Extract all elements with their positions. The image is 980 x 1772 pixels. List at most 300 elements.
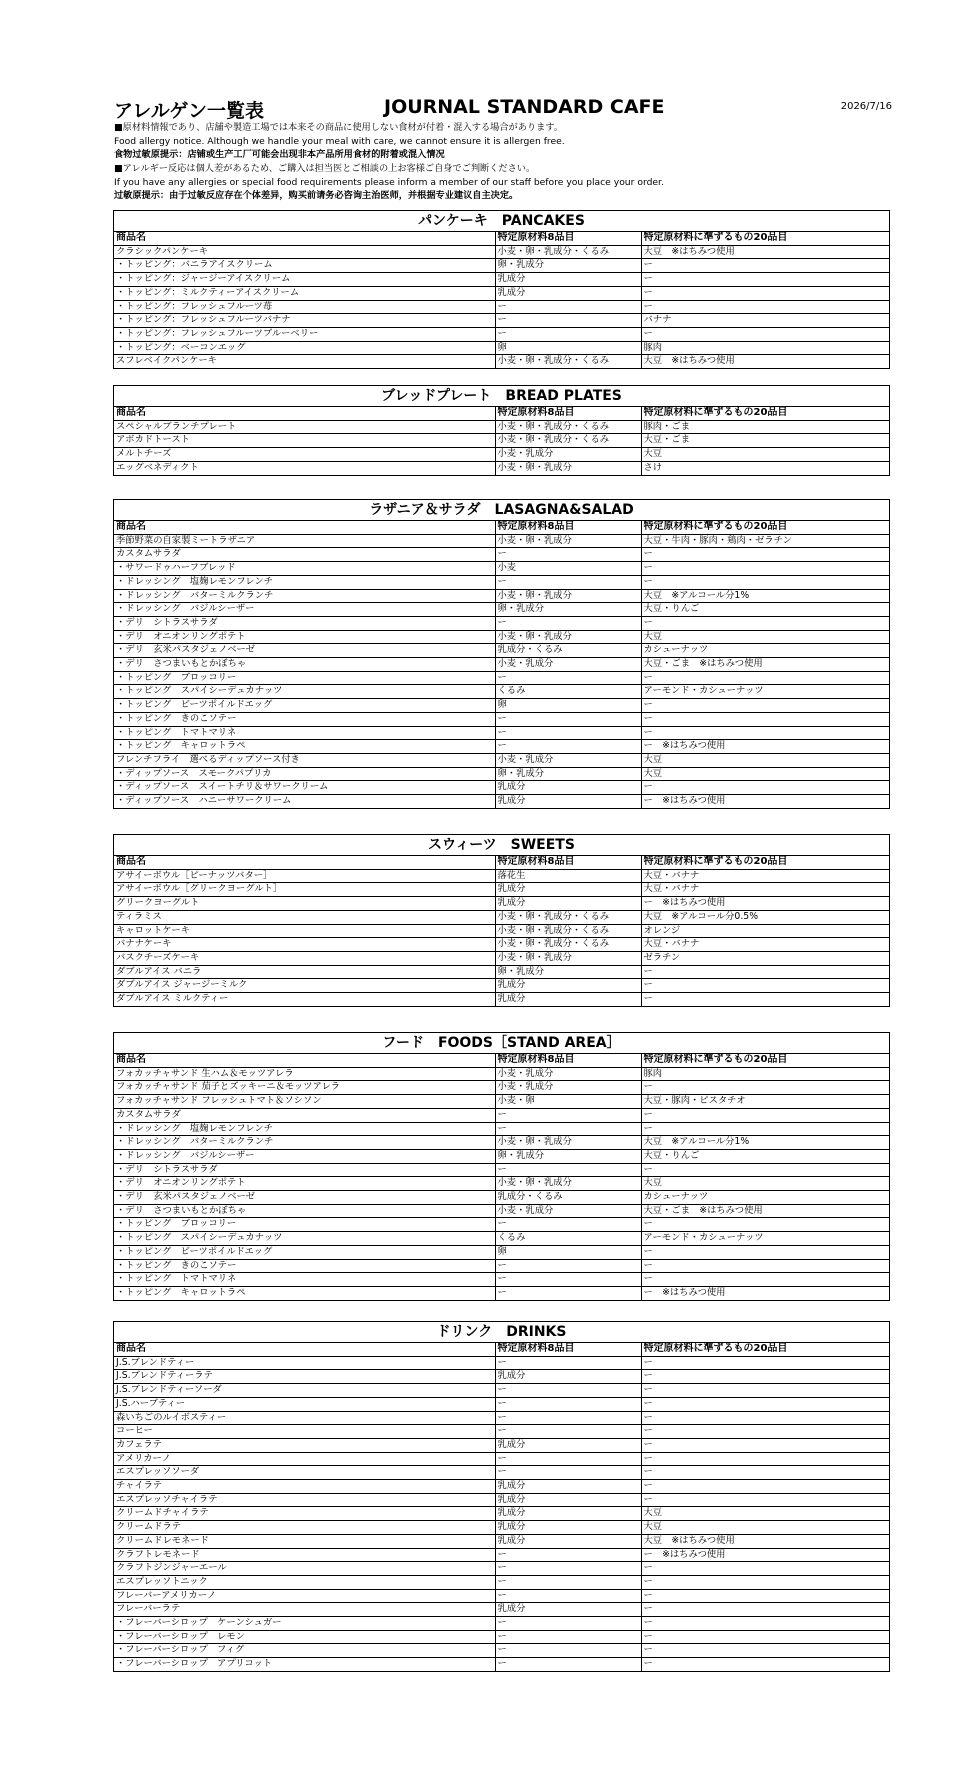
item-name-cell: ・トッピング トマトマリネ <box>114 1273 495 1287</box>
column-header: 特定原材料に準ずるもの20品目 <box>641 1054 889 1067</box>
minor-allergen-cell: ー <box>641 1630 889 1644</box>
item-name-cell: J.S.ブレンドティーソーダ <box>114 1384 495 1398</box>
item-name-cell: ・トッピング：ミルクティーアイスクリーム <box>114 286 495 300</box>
item-name-cell: コーヒー <box>114 1425 495 1439</box>
minor-allergen-cell: 大豆・ごま ※はちみつ使用 <box>641 658 889 672</box>
table-row <box>114 685 889 699</box>
item-name-cell: クリームドチャイラテ <box>114 1507 495 1521</box>
notice-line: If you have any allergies or special food requirements please inform a member of our staff before you place your order. <box>114 176 664 188</box>
major-allergen-cell: ー <box>495 1589 641 1603</box>
major-allergen-cell: 小麦・卵 <box>495 1095 641 1109</box>
item-name-cell: カスタムサラダ <box>114 548 495 562</box>
item-name-cell: ・トッピング：ジャージーアイスクリーム <box>114 273 495 287</box>
table-row <box>114 1521 889 1535</box>
major-allergen-cell: ー <box>495 1286 641 1299</box>
minor-allergen-cell: ー <box>641 1493 889 1507</box>
notice-line: Food allergy notice. Although we handle your meal with care, we cannot ensure it is allergen free. <box>114 135 565 147</box>
table-row <box>114 1480 889 1494</box>
item-name-cell: フレンチフライ 選べるディップソース付き <box>114 753 495 767</box>
minor-allergen-cell: ー <box>641 965 889 979</box>
item-name-cell: アサイーボウル［グリークヨーグルト］ <box>114 883 495 897</box>
minor-allergen-cell: ー <box>641 1425 889 1439</box>
item-name-cell: ・トッピング スパイシーデュカナッツ <box>114 1232 495 1246</box>
table-row <box>114 1493 889 1507</box>
minor-allergen-cell: ー <box>641 1356 889 1370</box>
item-name-cell: アボカドトースト <box>114 434 495 448</box>
column-header: 特定原材料8品目 <box>495 1343 641 1356</box>
major-allergen-cell: ー <box>495 1273 641 1287</box>
table-row <box>114 1575 889 1589</box>
column-header: 特定原材料8品目 <box>495 232 641 245</box>
major-allergen-cell: 乳成分 <box>495 1370 641 1384</box>
allergen-section <box>113 1032 890 1301</box>
item-name-cell: ・トッピング ビーツポイルドエッグ <box>114 1245 495 1259</box>
minor-allergen-cell: ー <box>641 699 889 713</box>
section-title: ブレッドプレート BREAD PLATES <box>114 386 889 407</box>
item-name-cell: ・トッピング トマトマリネ <box>114 726 495 740</box>
item-name-cell: ・デリ 玄米パスタジェノベーゼ <box>114 1191 495 1205</box>
table-row <box>114 1108 889 1122</box>
major-allergen-cell: ー <box>495 300 641 314</box>
table-row <box>114 699 889 713</box>
table-row <box>114 562 889 576</box>
brand-name: JOURNAL STANDARD CAFE <box>384 96 665 118</box>
minor-allergen-cell: ー <box>641 1384 889 1398</box>
item-name-cell: ・トッピング ブロッコリー <box>114 1218 495 1232</box>
minor-allergen-cell: ー <box>641 575 889 589</box>
item-name-cell: 森いちごのルイボスティー <box>114 1411 495 1425</box>
minor-allergen-cell: ー <box>641 1370 889 1384</box>
item-name-cell: エスプレッソトニック <box>114 1575 495 1589</box>
major-allergen-cell: 乳成分 <box>495 1480 641 1494</box>
table-row <box>114 300 889 314</box>
minor-allergen-cell: カシューナッツ <box>641 644 889 658</box>
major-allergen-cell: ー <box>495 1218 641 1232</box>
major-allergen-cell: くるみ <box>495 1232 641 1246</box>
item-name-cell: ・トッピング ブロッコリー <box>114 671 495 685</box>
major-allergen-cell: ー <box>495 1356 641 1370</box>
item-name-cell: ・デリ オニオンリングポテト <box>114 1177 495 1191</box>
minor-allergen-cell: 大豆・バナナ <box>641 883 889 897</box>
item-name-cell: 季節野菜の自家製ミートラザニア <box>114 534 495 548</box>
column-header: 特定原材料に準ずるもの20品目 <box>641 521 889 534</box>
allergen-table <box>114 1054 889 1300</box>
major-allergen-cell: 小麦・卵・乳成分 <box>495 630 641 644</box>
table-row <box>114 740 889 754</box>
table-row <box>114 630 889 644</box>
table-row <box>114 616 889 630</box>
major-allergen-cell: 小麦 <box>495 562 641 576</box>
table-row <box>114 1218 889 1232</box>
table-row <box>114 993 889 1006</box>
table-row <box>114 910 889 924</box>
table-row <box>114 1466 889 1480</box>
item-name-cell: キャロットケーキ <box>114 924 495 938</box>
table-row <box>114 1204 889 1218</box>
allergen-section <box>113 385 890 476</box>
item-name-cell: ・フレーバーシロップ ケーンシュガー <box>114 1617 495 1631</box>
minor-allergen-cell: 大豆・りんご <box>641 603 889 617</box>
item-name-cell: エスプレッソソーダ <box>114 1466 495 1480</box>
item-name-cell: ・ドレッシング バジルシーザー <box>114 603 495 617</box>
table-row <box>114 979 889 993</box>
column-header: 商品名 <box>114 521 495 534</box>
major-allergen-cell: 卵 <box>495 699 641 713</box>
major-allergen-cell: 小麦・乳成分 <box>495 658 641 672</box>
major-allergen-cell: 卵 <box>495 1245 641 1259</box>
major-allergen-cell: ー <box>495 1548 641 1562</box>
item-name-cell: ・フレーバーシロップ フィグ <box>114 1644 495 1658</box>
minor-allergen-cell: 大豆・りんご <box>641 1149 889 1163</box>
section-title: ドリンク DRINKS <box>114 1322 889 1343</box>
minor-allergen-cell: ー <box>641 1163 889 1177</box>
allergen-table <box>114 407 889 475</box>
minor-allergen-cell: さけ <box>641 461 889 474</box>
minor-allergen-cell: ー <box>641 726 889 740</box>
item-name-cell: J.S.ブレンドティーラテ <box>114 1370 495 1384</box>
table-row <box>114 589 889 603</box>
table-row <box>114 1658 889 1671</box>
table-row <box>114 658 889 672</box>
minor-allergen-cell: ー <box>641 1122 889 1136</box>
table-row <box>114 1245 889 1259</box>
item-name-cell: ・デリ シトラスサラダ <box>114 616 495 630</box>
table-header-row <box>114 856 889 869</box>
table-row <box>114 965 889 979</box>
major-allergen-cell: 小麦・卵・乳成分・くるみ <box>495 910 641 924</box>
table-row <box>114 273 889 287</box>
table-row <box>114 795 889 808</box>
minor-allergen-cell: ー <box>641 712 889 726</box>
table-row <box>114 753 889 767</box>
item-name-cell: ・トッピング スパイシーデュカナッツ <box>114 685 495 699</box>
minor-allergen-cell: ー <box>641 1589 889 1603</box>
item-name-cell: ・デリ さつまいもとかぼちゃ <box>114 1204 495 1218</box>
minor-allergen-cell: 大豆・バナナ <box>641 938 889 952</box>
major-allergen-cell: 小麦・卵・乳成分・くるみ <box>495 420 641 434</box>
minor-allergen-cell: ー <box>641 548 889 562</box>
major-allergen-cell: 卵・乳成分 <box>495 965 641 979</box>
major-allergen-cell: 小麦・卵・乳成分 <box>495 461 641 474</box>
major-allergen-cell: ー <box>495 1108 641 1122</box>
item-name-cell: ・デリ さつまいもとかぼちゃ <box>114 658 495 672</box>
table-row <box>114 575 889 589</box>
table-row <box>114 1507 889 1521</box>
minor-allergen-cell: ー ※はちみつ使用 <box>641 795 889 808</box>
table-row <box>114 448 889 462</box>
item-name-cell: ・トッピング：バニラアイスクリーム <box>114 259 495 273</box>
item-name-cell: ・デリ 玄米パスタジェノベーゼ <box>114 644 495 658</box>
item-name-cell: ・トッピング：フレッシュフルーツ苺 <box>114 300 495 314</box>
table-row <box>114 327 889 341</box>
major-allergen-cell: ー <box>495 671 641 685</box>
item-name-cell: ・デリ シトラスサラダ <box>114 1163 495 1177</box>
table-row <box>114 1232 889 1246</box>
minor-allergen-cell: ー <box>641 1452 889 1466</box>
table-header-row <box>114 407 889 420</box>
minor-allergen-cell: 豚肉 <box>641 341 889 355</box>
table-row <box>114 924 889 938</box>
minor-allergen-cell: 大豆・豚肉・ピスタチオ <box>641 1095 889 1109</box>
major-allergen-cell: ー <box>495 1384 641 1398</box>
table-row <box>114 767 889 781</box>
major-allergen-cell: 乳成分 <box>495 1534 641 1548</box>
item-name-cell: ・ドレッシング 塩麹レモンフレンチ <box>114 1122 495 1136</box>
notice-block <box>114 121 874 203</box>
column-header: 商品名 <box>114 232 495 245</box>
major-allergen-cell: 小麦・卵・乳成分 <box>495 534 641 548</box>
major-allergen-cell: ー <box>495 1452 641 1466</box>
minor-allergen-cell: 大豆 <box>641 448 889 462</box>
column-header: 特定原材料に準ずるもの20品目 <box>641 856 889 869</box>
minor-allergen-cell: ー <box>641 979 889 993</box>
major-allergen-cell: 小麦・乳成分 <box>495 753 641 767</box>
major-allergen-cell: ー <box>495 1658 641 1671</box>
major-allergen-cell: 卵・乳成分 <box>495 1149 641 1163</box>
minor-allergen-cell: ー ※はちみつ使用 <box>641 1286 889 1299</box>
minor-allergen-cell: 大豆 ※はちみつ使用 <box>641 355 889 368</box>
table-header-row <box>114 521 889 534</box>
table-row <box>114 883 889 897</box>
item-name-cell: エッグベネディクト <box>116 461 199 473</box>
major-allergen-cell: 小麦・卵・乳成分・くるみ <box>495 924 641 938</box>
minor-allergen-cell: ー <box>641 1259 889 1273</box>
minor-allergen-cell: 大豆 <box>641 767 889 781</box>
item-name-cell: J.S.ハーブティー <box>114 1397 495 1411</box>
minor-allergen-cell: 大豆・バナナ <box>641 869 889 883</box>
item-name-cell: ・トッピング きのこソテー <box>114 1259 495 1273</box>
minor-allergen-cell: 大豆・ごま <box>641 434 889 448</box>
item-name-cell: ・フレーバーシロップ レモン <box>114 1630 495 1644</box>
item-name-cell: カフェラテ <box>114 1438 495 1452</box>
table-row <box>114 1438 889 1452</box>
minor-allergen-cell: 大豆 <box>641 630 889 644</box>
major-allergen-cell: ー <box>495 616 641 630</box>
table-row <box>114 1630 889 1644</box>
table-row <box>114 1356 889 1370</box>
table-row <box>114 671 889 685</box>
major-allergen-cell: ー <box>495 1562 641 1576</box>
table-row <box>114 1562 889 1576</box>
column-header: 特定原材料8品目 <box>495 521 641 534</box>
table-row <box>114 1122 889 1136</box>
minor-allergen-cell: アーモンド・カシューナッツ <box>641 1232 889 1246</box>
item-name-cell: エスプレッソチャイラテ <box>114 1493 495 1507</box>
major-allergen-cell: ー <box>495 1163 641 1177</box>
document-title: アレルゲン一覧表 <box>114 100 265 122</box>
minor-allergen-cell: ー <box>641 671 889 685</box>
table-row <box>114 1149 889 1163</box>
minor-allergen-cell: ー ※はちみつ使用 <box>641 740 889 754</box>
item-name-cell: スフレベイクパンケーキ <box>116 355 217 367</box>
section-title: ラザニア＆サラダ LASAGNA&SALAD <box>114 500 889 521</box>
item-name-cell: メルトチーズ <box>114 448 495 462</box>
item-name-cell: フレーバーラテ <box>114 1603 495 1617</box>
table-row <box>114 245 889 259</box>
minor-allergen-cell: バナナ <box>641 314 889 328</box>
minor-allergen-cell: ー <box>641 562 889 576</box>
major-allergen-cell: ー <box>495 575 641 589</box>
major-allergen-cell: 小麦・卵・乳成分 <box>495 1136 641 1150</box>
allergen-table <box>114 856 889 1006</box>
table-row <box>114 1095 889 1109</box>
minor-allergen-cell: ー <box>641 1466 889 1480</box>
section-title: スウィーツ SWEETS <box>114 835 889 856</box>
major-allergen-cell: ー <box>495 314 641 328</box>
minor-allergen-cell: ー <box>641 1617 889 1631</box>
major-allergen-cell: 小麦・乳成分 <box>495 448 641 462</box>
section-title: フード FOODS［STAND AREA］ <box>114 1033 889 1054</box>
table-row <box>114 1603 889 1617</box>
major-allergen-cell: 卵 <box>495 341 641 355</box>
item-name-cell: ティラミス <box>114 910 495 924</box>
table-row <box>114 712 889 726</box>
minor-allergen-cell: ー <box>641 616 889 630</box>
minor-allergen-cell: 大豆・牛肉・豚肉・鶏肉・ゼラチン <box>641 534 889 548</box>
major-allergen-cell: ー <box>495 1425 641 1439</box>
minor-allergen-cell: ー <box>641 1562 889 1576</box>
column-header: 特定原材料に準ずるもの20品目 <box>641 232 889 245</box>
minor-allergen-cell: ー <box>641 1245 889 1259</box>
major-allergen-cell: 小麦・卵・乳成分 <box>495 951 641 965</box>
minor-allergen-cell: ー <box>641 1218 889 1232</box>
table-row <box>114 259 889 273</box>
major-allergen-cell: ー <box>495 740 641 754</box>
minor-allergen-cell: カシューナッツ <box>641 1191 889 1205</box>
table-row <box>114 1273 889 1287</box>
major-allergen-cell: 卵・乳成分 <box>495 259 641 273</box>
table-row <box>114 1452 889 1466</box>
major-allergen-cell: 乳成分・くるみ <box>495 644 641 658</box>
table-row <box>114 951 889 965</box>
table-row <box>114 534 889 548</box>
minor-allergen-cell: 大豆・ごま ※はちみつ使用 <box>641 1204 889 1218</box>
section-title: パンケーキ PANCAKES <box>114 211 889 232</box>
table-row <box>114 1384 889 1398</box>
column-header: 商品名 <box>114 1054 495 1067</box>
item-name-cell: フォカッチャサンド フレッシュトマト＆ソシソン <box>114 1095 495 1109</box>
table-row <box>114 1177 889 1191</box>
table-row <box>114 1425 889 1439</box>
major-allergen-cell: 乳成分 <box>495 993 641 1006</box>
column-header: 特定原材料に準ずるもの20品目 <box>641 407 889 420</box>
item-name-cell: クラフトジンジャーエール <box>114 1562 495 1576</box>
item-name-cell: ・フレーバーシロップ アプリコット <box>116 1658 273 1670</box>
minor-allergen-cell: ー <box>641 1438 889 1452</box>
major-allergen-cell: ー <box>495 1617 641 1631</box>
table-row <box>114 420 889 434</box>
minor-allergen-cell: 大豆 <box>641 1177 889 1191</box>
allergen-table <box>114 232 889 368</box>
table-row <box>114 286 889 300</box>
table-row <box>114 355 889 368</box>
table-row <box>114 548 889 562</box>
major-allergen-cell: ー <box>495 1466 641 1480</box>
table-row <box>114 1163 889 1177</box>
item-name-cell: アサイーボウル［ピーナッツバター］ <box>114 869 495 883</box>
major-allergen-cell: 乳成分 <box>495 1603 641 1617</box>
table-header-row <box>114 232 889 245</box>
notice-line: ■原材料情報であり、店舗や製造工場では本来その商品に使用しない食材が付着・混入する場合があります。 <box>114 122 563 133</box>
major-allergen-cell: ー <box>495 1630 641 1644</box>
table-row <box>114 644 889 658</box>
minor-allergen-cell: ゼラチン <box>641 951 889 965</box>
minor-allergen-cell: 大豆 <box>641 753 889 767</box>
table-row <box>114 1617 889 1631</box>
major-allergen-cell: ー <box>495 1411 641 1425</box>
item-name-cell: バスクチーズケーキ <box>114 951 495 965</box>
document-date: 2026/7/16 <box>840 101 892 112</box>
table-row <box>114 869 889 883</box>
allergen-section <box>113 499 890 809</box>
item-name-cell: ・ドレッシング バターミルクランチ <box>114 589 495 603</box>
major-allergen-cell: 小麦・乳成分 <box>495 1204 641 1218</box>
minor-allergen-cell: ー <box>641 259 889 273</box>
major-allergen-cell: 小麦・乳成分 <box>495 1067 641 1081</box>
minor-allergen-cell: ー <box>641 1603 889 1617</box>
table-row <box>114 781 889 795</box>
minor-allergen-cell: ー <box>641 781 889 795</box>
minor-allergen-cell: 大豆 ※アルコール分1% <box>641 589 889 603</box>
item-name-cell: ダブルアイス ジャージーミルク <box>114 979 495 993</box>
table-row <box>114 1259 889 1273</box>
allergen-section <box>113 1321 890 1672</box>
item-name-cell: ・トッピング：フレッシュフルーツブルーベリー <box>114 327 495 341</box>
item-name-cell: ・ディップソース スイートチリ＆サワークリーム <box>114 781 495 795</box>
notice-line: 食物过敏原提示：店铺或生产工厂可能会出现非本产品所用食材的附着或混入情况 <box>114 149 445 161</box>
major-allergen-cell: 乳成分 <box>495 781 641 795</box>
major-allergen-cell: 乳成分 <box>495 1493 641 1507</box>
major-allergen-cell: ー <box>495 1575 641 1589</box>
item-name-cell: ・デリ オニオンリングポテト <box>114 630 495 644</box>
major-allergen-cell: くるみ <box>495 685 641 699</box>
major-allergen-cell: 乳成分 <box>495 286 641 300</box>
major-allergen-cell: ー <box>495 1644 641 1658</box>
notice-line: 过敏原提示：由于过敏反应存在个体差异，购买前请务必咨询主治医师，并根据专业建议自主决定。 <box>114 190 519 202</box>
item-name-cell: クラシックパンケーキ <box>114 245 495 259</box>
minor-allergen-cell: ー ※はちみつ使用 <box>641 1548 889 1562</box>
allergen-table <box>114 521 889 808</box>
minor-allergen-cell: ー <box>641 1658 889 1671</box>
minor-allergen-cell: 豚肉・ごま <box>641 420 889 434</box>
major-allergen-cell: ー <box>495 1397 641 1411</box>
table-row <box>114 1136 889 1150</box>
item-name-cell: ・トッピング ビーツポイルドエッグ <box>114 699 495 713</box>
major-allergen-cell: 乳成分・くるみ <box>495 1191 641 1205</box>
allergen-table <box>114 1343 889 1671</box>
item-name-cell: ・トッピング：ベーコンエッグ <box>114 341 495 355</box>
item-name-cell: ・ディップソース スモークパプリカ <box>114 767 495 781</box>
column-header: 特定原材料8品目 <box>495 1054 641 1067</box>
item-name-cell: J.S.ブレンドティー <box>114 1356 495 1370</box>
column-header: 特定原材料8品目 <box>495 407 641 420</box>
table-header-row <box>114 1343 889 1356</box>
item-name-cell: ・ドレッシング 塩麹レモンフレンチ <box>114 575 495 589</box>
major-allergen-cell: 卵・乳成分 <box>495 767 641 781</box>
major-allergen-cell: 乳成分 <box>495 1507 641 1521</box>
item-name-cell: ・ディップソース ハニーサワークリーム <box>116 795 292 807</box>
table-row <box>114 314 889 328</box>
item-name-cell: ダブルアイス ミルクティー <box>116 993 229 1005</box>
minor-allergen-cell: 大豆 ※アルコール分1% <box>641 1136 889 1150</box>
major-allergen-cell: 小麦・卵・乳成分・くるみ <box>495 938 641 952</box>
major-allergen-cell: 乳成分 <box>495 897 641 911</box>
major-allergen-cell: 小麦・卵・乳成分・くるみ <box>495 355 641 368</box>
table-row <box>114 1534 889 1548</box>
item-name-cell: ダブルアイス バニラ <box>114 965 495 979</box>
minor-allergen-cell: 大豆 ※はちみつ使用 <box>641 245 889 259</box>
major-allergen-cell: ー <box>495 1122 641 1136</box>
